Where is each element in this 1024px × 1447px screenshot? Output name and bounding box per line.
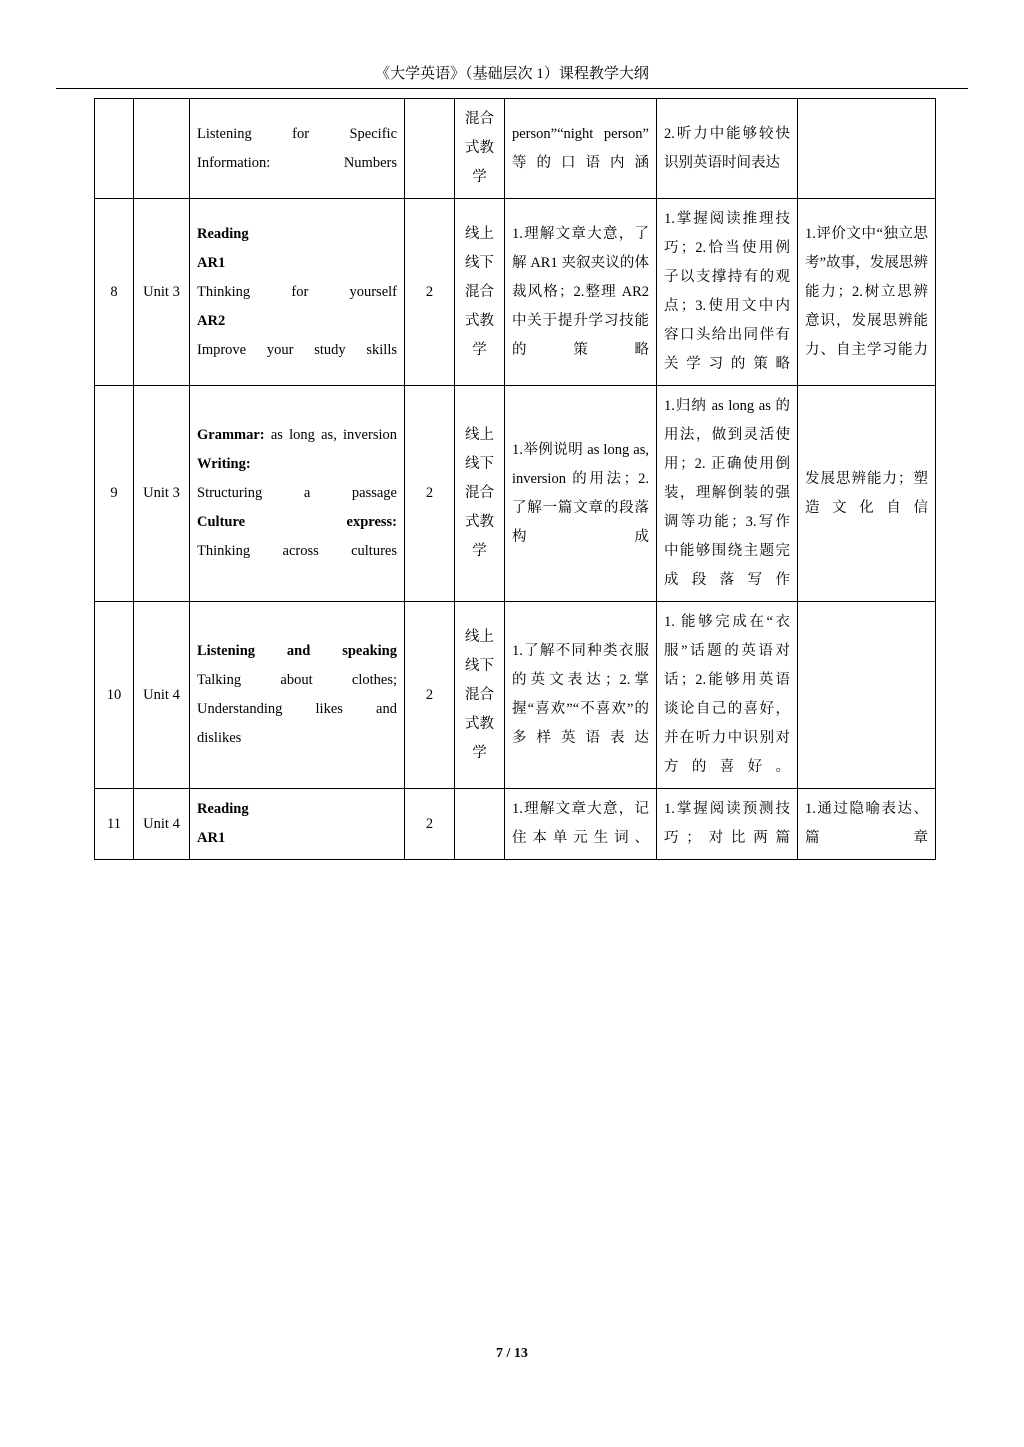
table-row [95,199,936,386]
row-value: 1.通过隐喻表达、篇章 [798,789,936,860]
row-number: 10 [95,602,134,789]
row-content: 1.举例说明 as long as, inversion 的用法；2.了解一篇文章的段落构成 [505,386,657,602]
topic-label: Grammar: [197,427,265,443]
table-row [95,99,936,199]
row-mode: 线上线下混合式教学 [455,602,505,789]
row-goal: 1. 能够完成在“衣服”话题的英语对话；2.能够用英语谈论自己的喜好，并在听力中识别对方的喜好。 [657,602,798,789]
row-number [95,99,134,199]
row-mode: 线上线下混合式教学 [455,386,505,602]
row-topic [190,386,405,602]
header-divider [56,88,968,89]
topic-line: AR1 [197,830,226,846]
row-hours: 2 [405,602,455,789]
topic-line: Listening for Specific [197,125,397,142]
topic-line: AR1 [197,254,226,271]
row-goal: 2.听力中能够较快识别英语时间表达 [657,99,798,199]
row-content: 1.理解文章大意，了解 AR1 夹叙夹议的体裁风格；2.整理 AR2 中关于提升学习技能的策略 [505,199,657,386]
row-value: 1.评价文中“独立思考”故事，发展思辨能力；2.树立思辨意识，发展思辨能力、自主学习能力 [798,199,936,386]
topic-line: Grammar: as long as, inversion [197,427,397,443]
row-goal: 1.掌握阅读推理技巧；2.恰当使用例子以支撑持有的观点；3.使用文中内容口头给出同伴有关学习的策略 [657,199,798,386]
row-hours: 2 [405,386,455,602]
syllabus-table [94,98,936,860]
row-topic [190,199,405,386]
row-goal: 1.掌握阅读预测技巧；对比两篇 [657,789,798,860]
topic-line: Writing: [197,456,251,472]
row-mode: 线上线下混合式教学 [455,199,505,386]
row-value [798,99,936,199]
row-mode: 混合式教学 [455,99,505,199]
topic-line: Improve your study skills [197,341,397,358]
topic-line: Structuring a passage [197,485,397,501]
row-number: 11 [95,789,134,860]
row-unit: Unit 4 [134,789,190,860]
row-hours: 2 [405,789,455,860]
topic-line: Listening and speaking [197,643,397,659]
topic-line: AR2 [197,312,226,329]
row-hours [405,99,455,199]
topic-line: dislikes [197,730,242,746]
topic-line: Reading [197,801,249,817]
row-topic [190,789,405,860]
topic-line: Thinking across cultures [197,543,397,559]
row-unit: Unit 4 [134,602,190,789]
topic-line: Reading [197,225,249,242]
row-number: 8 [95,199,134,386]
row-goal: 1.归纳 as long as 的用法，做到灵活使用；2. 正确使用倒装，理解倒装的强调等功能；3.写作中能够围绕主题完成段落写作 [657,386,798,602]
table-row [95,386,936,602]
row-topic [190,602,405,789]
row-mode [455,789,505,860]
row-unit [134,99,190,199]
topic-line: Information: Numbers [197,154,397,171]
topic-line: Thinking for yourself [197,283,397,300]
row-content: 1.理解文章大意，记住本单元生词、 [505,789,657,860]
row-value [798,602,936,789]
row-number: 9 [95,386,134,602]
row-unit: Unit 3 [134,199,190,386]
page-header: 《大学英语》（基础层次 1）课程教学大纲 [375,66,649,82]
table-row [95,602,936,789]
row-topic [190,99,405,199]
row-unit: Unit 3 [134,386,190,602]
table-row [95,789,936,860]
topic-line: Understanding likes and [197,701,397,717]
page-number: 7 / 13 [496,1346,528,1361]
topic-line: Culture express: [197,514,397,530]
row-hours: 2 [405,199,455,386]
row-content: 1.了解不同种类衣服的英文表达；2.掌握“喜欢”“不喜欢”的多样英语表达 [505,602,657,789]
row-content: person”“night person” 等的口语内涵 [505,99,657,199]
topic-line: Talking about clothes; [197,672,397,688]
row-value: 发展思辨能力；塑造文化自信 [798,386,936,602]
